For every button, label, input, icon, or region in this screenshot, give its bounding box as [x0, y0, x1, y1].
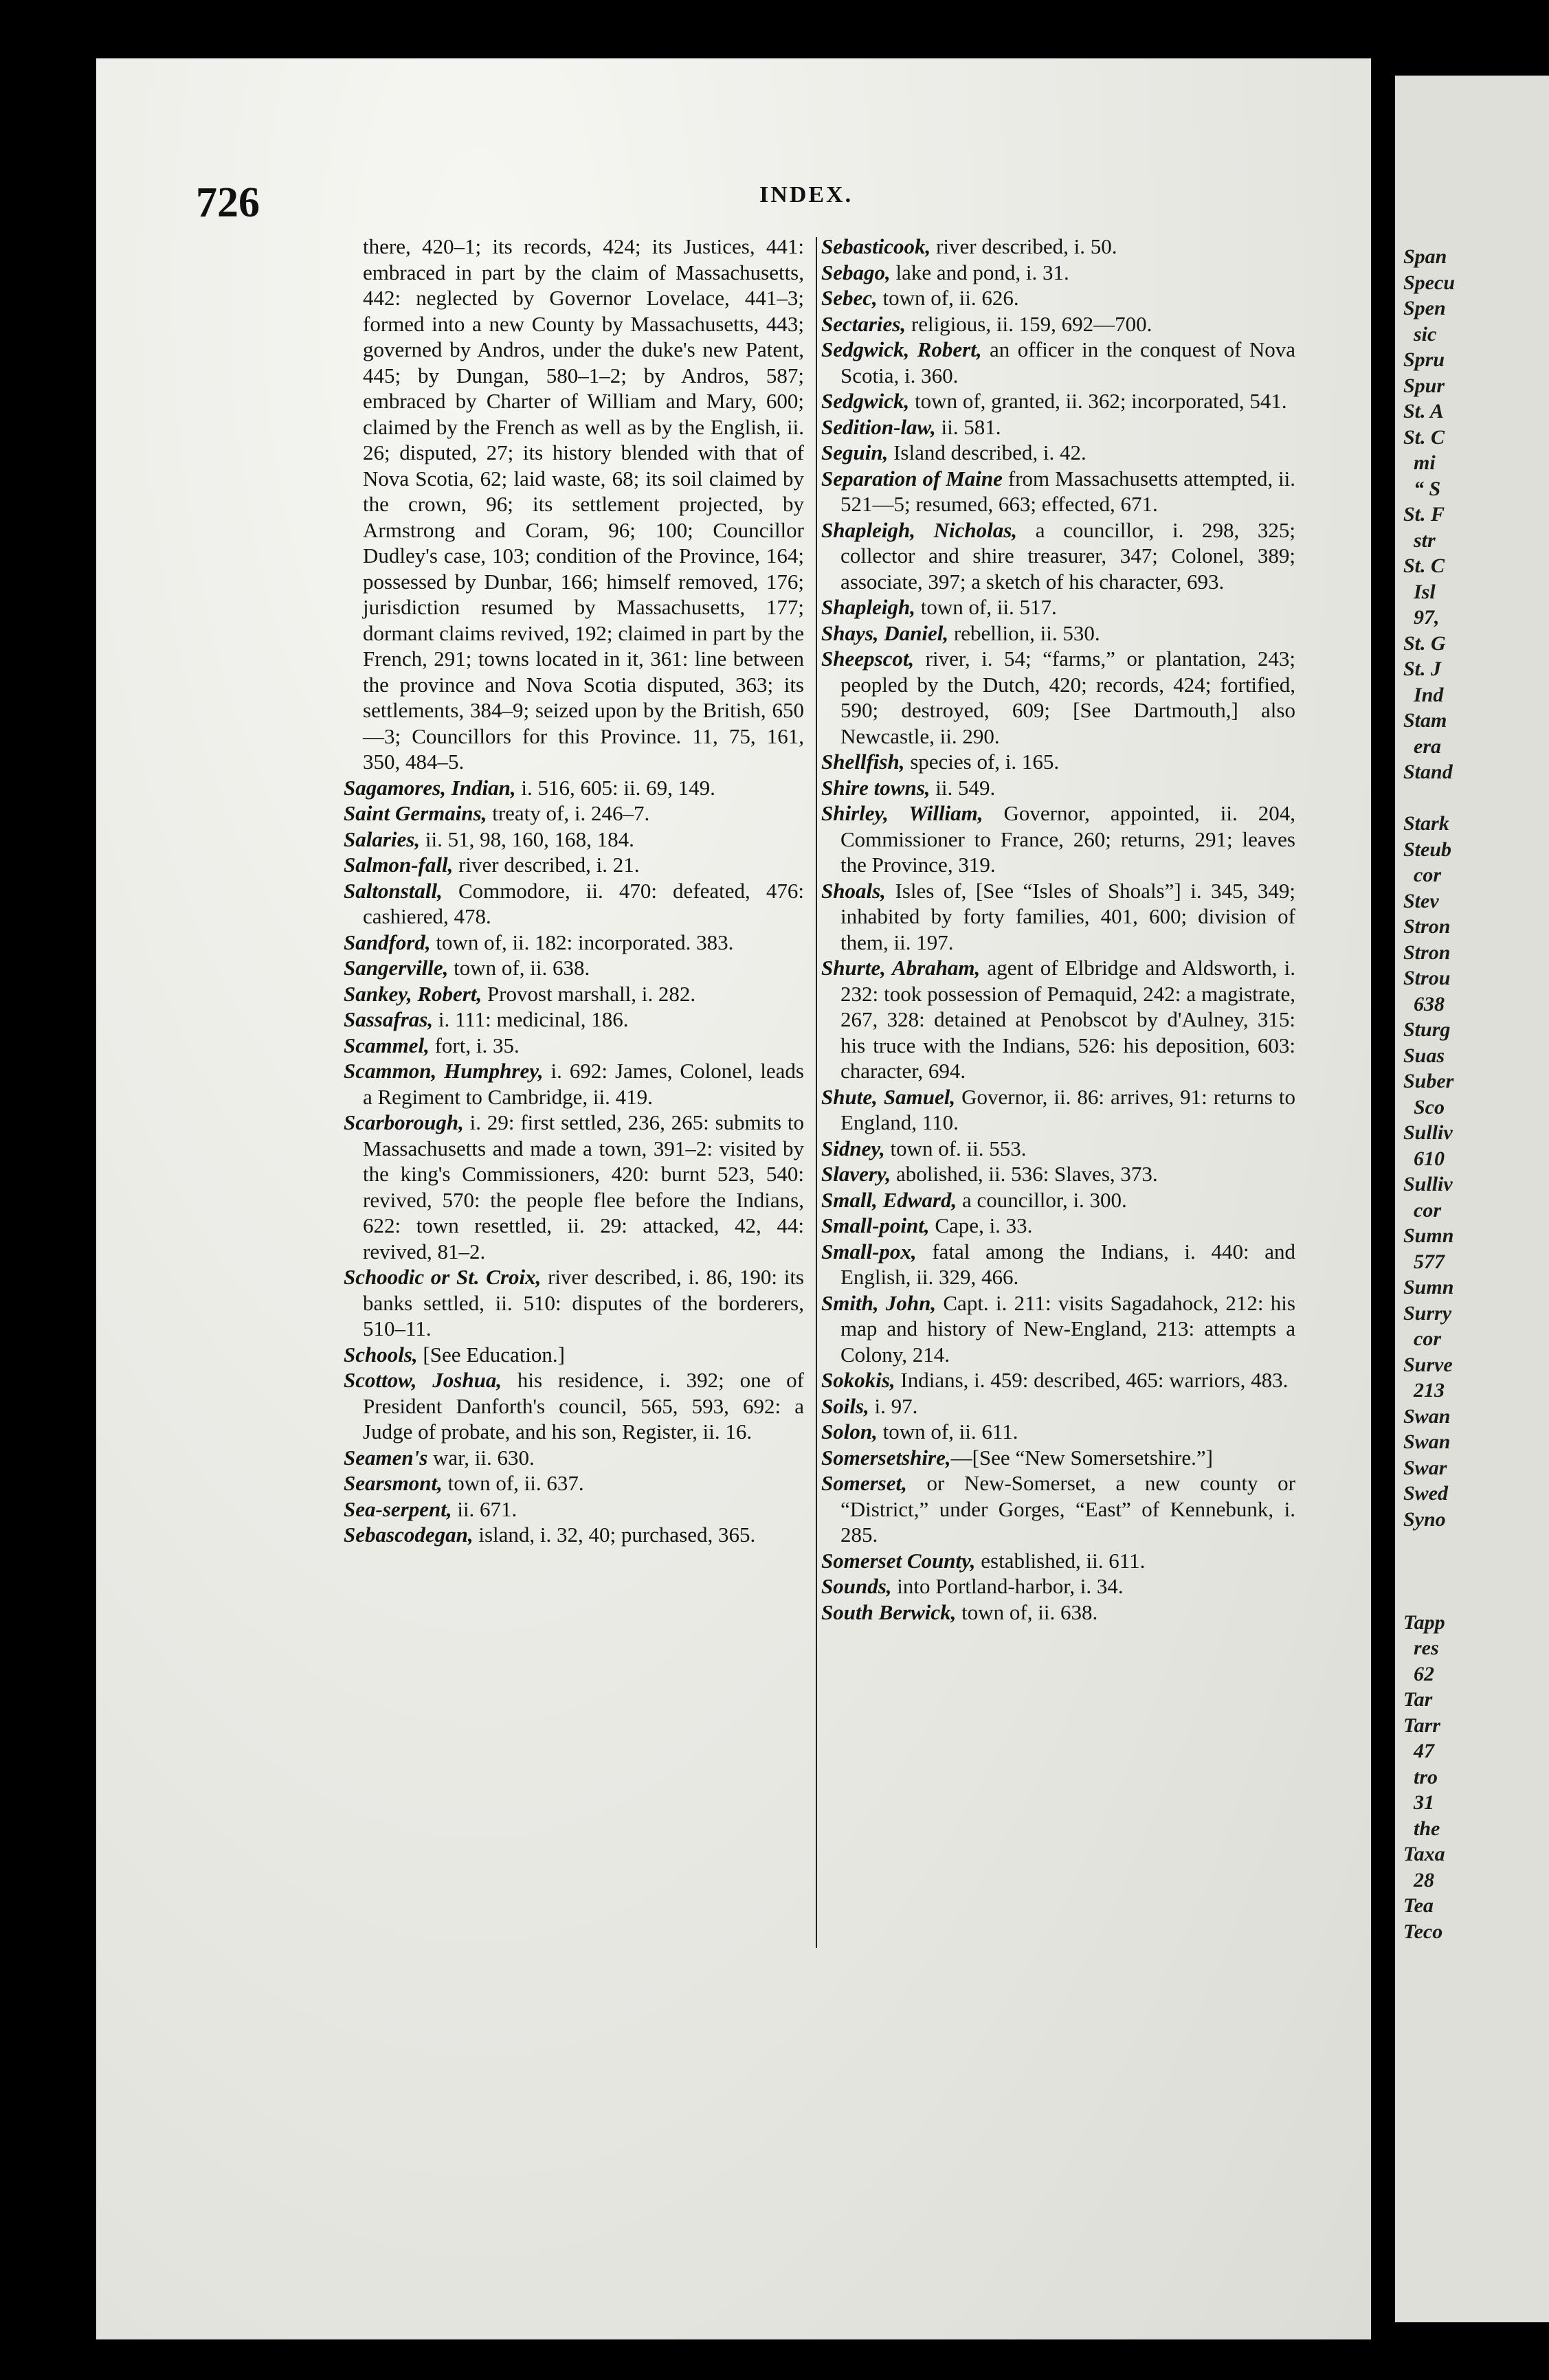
index-entry	[344, 930, 804, 956]
index-entry-heading: Sheepscot,	[821, 647, 915, 671]
index-entry	[821, 517, 1295, 595]
index-entry-text: into Portland-harbor, i. 34.	[891, 1574, 1124, 1598]
index-entry	[821, 414, 1295, 440]
index-entry-text: Isles of, [See “Isles of Shoals”] i. 345, 349; inhabited by forty families, 401, 600; division of them, ii. 197.	[840, 878, 1295, 954]
index-entry	[344, 1496, 804, 1523]
index-entry-text: Indians, i. 459: described, 465: warriors, 483.	[895, 1368, 1289, 1392]
index-entry-text: river, i. 54; “farms,” or plantation, 243; peopled by the Dutch, 420; records, 424; fortified, 590; destroyed, 609; [See Dartmouth,] also Newcastle, ii. 290.	[840, 647, 1295, 748]
index-entry	[344, 1007, 804, 1033]
right-index-column	[821, 234, 1295, 1625]
column-divider	[816, 237, 817, 1948]
index-entry	[344, 1110, 804, 1264]
index-entry	[344, 981, 804, 1007]
adjacent-page-text: Span Specu Spen sic Spru Spur St. A St. C mi “ S St. F str St. C Isl 97, St. G St. J Ind Stam era Stand Stark Steub cor Stev Stron Stron Strou 638 Sturg Suas Suber Sco Sulliv 610 Sulliv cor Sumn 577 Sumn Surry cor Surve 213 Swan Swan Swar Swed Syno Tapp res 62 Tar Tarr 47 tro 31 the Taxa 28 Tea Teco	[1403, 245, 1455, 1943]
index-entry-text: Governor, ii. 86: arrives, 91: returns to England, 110.	[840, 1084, 1295, 1134]
index-entry-text: from Massachusetts attempted, ii. 521—5; resumed, 663; effected, 671.	[840, 466, 1295, 516]
index-entry-text: established, ii. 611.	[975, 1548, 1146, 1573]
index-entry-heading: Shurte, Abraham,	[821, 956, 981, 980]
index-entry-text: rebellion, ii. 530.	[948, 620, 1100, 645]
index-entry	[821, 800, 1295, 878]
index-entry-heading: Small, Edward,	[821, 1187, 957, 1212]
index-entry-text: there, 420–1; its records, 424; its Justices, 441: embraced in part by the claim of Massachusetts, 442: neglected by Governor Lovelace, 441–3; formed into a new County by Massachusetts, 443; governed by Andros, under the duke's new Patent, 445; by Dungan, 580–1–2; by Andros, 587; embraced by Charter of William and Mary, 600; claimed by the French as well as by the English, ii. 26; disputed, 27; its history blended with that of Nova Scotia, 62; laid waste, 68; its soil claimed by the crown, 96; its settlement projected, by Armstrong and Coram, 96; 100; Councillor Dudley's case, 103; condition of the Province, 164; possessed by Dunbar, 166; himself removed, 176; jurisdiction resumed by Massachusetts, 177; dormant claims revived, 192; claimed in part by the French, 291; towns located in it, 361: line between the province and Nova Scotia disputed, 363; its settlements, 384–9; seized upon by the British, 650—3; Councillors for this Province. 11, 75, 161, 350, 484–5.	[363, 234, 804, 774]
index-entry-text: river described, i. 50.	[930, 234, 1117, 258]
index-entry-heading: Schools,	[344, 1342, 418, 1367]
index-entry-heading: Shute, Samuel,	[821, 1084, 956, 1109]
index-entry-heading: Small-point,	[821, 1213, 930, 1237]
index-entry	[821, 620, 1295, 647]
index-entry-text: Capt. i. 211: visits Sagadahock, 212: his map and history of New-England, 213: attempts a Colony, 214.	[840, 1290, 1295, 1367]
index-entry-heading: Sebascodegan,	[344, 1523, 473, 1547]
index-entry-heading: Salaries,	[344, 827, 421, 851]
index-entry-heading: Somerset,	[821, 1471, 907, 1495]
index-entry	[821, 1136, 1295, 1162]
index-entry	[344, 852, 804, 878]
index-entry-text: his residence, i. 392; one of President Danforth's council, 565, 593, 692: a Judge of probate, and his son, Register, ii. 16.	[363, 1368, 804, 1444]
index-entry-heading: Sedgwick,	[821, 389, 910, 413]
index-entry-text: ii. 51, 98, 160, 168, 184.	[420, 827, 634, 851]
index-entry	[344, 1264, 804, 1342]
index-entry-heading: Shirley, William,	[821, 801, 983, 825]
index-entry-text: island, i. 32, 40; purchased, 365.	[473, 1523, 756, 1547]
index-entry	[821, 234, 1295, 260]
index-entry-text: Commodore, ii. 470: defeated, 476: cashiered, 478.	[363, 878, 804, 928]
index-entry-heading: Sandford,	[344, 930, 431, 954]
index-entry-text: town of, ii. 517.	[915, 595, 1057, 619]
index-entry	[821, 749, 1295, 775]
index-entry-heading: Schoodic or St. Croix,	[344, 1265, 542, 1289]
index-entry-heading: Shapleigh, Nicholas,	[821, 517, 1018, 542]
index-entry	[821, 1573, 1295, 1599]
index-entry	[821, 1187, 1295, 1213]
index-entry-text: fort, i. 35.	[429, 1033, 520, 1057]
index-entry	[344, 955, 804, 981]
index-entry-text: town of, ii. 626.	[877, 286, 1019, 310]
index-entry-heading: Searsmont,	[344, 1471, 443, 1495]
index-entry-text: town of, ii. 638.	[448, 956, 590, 980]
index-entry	[821, 1290, 1295, 1368]
index-entry-heading: Sea-serpent,	[344, 1496, 452, 1521]
index-entry-heading: Sedition-law,	[821, 414, 936, 439]
index-entry-heading: Seamen's	[344, 1445, 428, 1470]
index-entry-text: town of, ii. 182: incorporated. 383.	[430, 930, 734, 954]
index-entry-text: —[See “New Somersetshire.”]	[950, 1445, 1213, 1470]
index-entry-heading: Sectaries,	[821, 311, 906, 336]
index-entry-text: town of, ii. 637.	[442, 1471, 584, 1495]
index-entry	[821, 1213, 1295, 1239]
running-head: INDEX.	[759, 182, 854, 207]
index-entry-text: town of, ii. 638.	[956, 1599, 1098, 1624]
index-entry-heading: Scammon, Humphrey,	[344, 1059, 544, 1083]
index-entry	[821, 646, 1295, 749]
index-entry-heading: Shays, Daniel,	[821, 620, 949, 645]
index-entry	[821, 1161, 1295, 1187]
index-entry-heading: Sebasticook,	[821, 234, 931, 258]
index-entry-heading: Sounds,	[821, 1574, 892, 1598]
index-entry-text: i. 97.	[869, 1393, 918, 1418]
index-entry-text: a councillor, i. 298, 325; collector and shire treasurer, 347; Colonel, 389; associate, 397; a sketch of his character, 693.	[840, 517, 1295, 594]
index-entry-heading: Shapleigh,	[821, 595, 915, 619]
index-entry-heading: Sokokis,	[821, 1368, 895, 1392]
index-entry-heading: Separation of Maine	[821, 466, 1003, 491]
index-entry-heading: Sassafras,	[344, 1007, 434, 1031]
index-entry-heading: Sankey, Robert,	[344, 981, 482, 1006]
index-entry	[821, 337, 1295, 388]
page-number: 726	[196, 179, 260, 226]
index-entry-text: river described, i. 21.	[453, 853, 640, 877]
index-entry-text: Island described, i. 42.	[888, 440, 1086, 464]
index-entry-heading: Shire towns,	[821, 775, 930, 800]
index-entry-heading: Sebago,	[821, 260, 891, 284]
index-entry-heading: Sidney,	[821, 1136, 885, 1160]
index-entry-text: i. 516, 605: ii. 69, 149.	[515, 775, 715, 800]
index-entry	[821, 311, 1295, 337]
index-entry-heading: South Berwick,	[821, 1599, 957, 1624]
index-entry	[821, 1393, 1295, 1419]
index-entry-heading: Small-pox,	[821, 1239, 917, 1264]
index-entry	[344, 1058, 804, 1110]
index-entry-text: i. 29: first settled, 236, 265: submits to Massachusetts and made a town, 391–2: visited by the king's Commissioners, 420: burnt 523, 540: revived, 570: the people flee before the Indians, 622: town resettled, ii. 29: attacked, 42, 44: revived, 81–2.	[363, 1110, 804, 1264]
index-entry-heading: Scarborough,	[344, 1110, 464, 1134]
index-entry-heading: Scammel,	[344, 1033, 430, 1057]
index-entry-text: town of, granted, ii. 362; incorporated, 541.	[909, 389, 1287, 413]
index-entry	[344, 775, 804, 801]
index-entry	[821, 775, 1295, 801]
index-entry-heading: Saltonstall,	[344, 878, 443, 903]
index-entry-text: an officer in the conquest of Nova Scotia, i. 360.	[840, 337, 1295, 388]
index-entry-heading: Soils,	[821, 1393, 869, 1418]
page-gutter	[1371, 0, 1395, 2380]
index-entry	[344, 1367, 804, 1445]
index-entry	[344, 234, 804, 775]
index-entry-text: a councillor, i. 300.	[957, 1187, 1127, 1212]
left-index-column	[344, 234, 804, 1548]
index-entry-text: or New-Somerset, a new county or “District,” under Gorges, “East” of Kennebunk, i. 285.	[840, 1471, 1295, 1547]
index-entry-heading: Sedgwick, Robert,	[821, 337, 982, 361]
index-entry-text: town of, ii. 611.	[877, 1419, 1018, 1444]
index-entry-heading: Salmon-fall,	[344, 853, 454, 877]
index-entry-text: agent of Elbridge and Aldsworth, i. 232: took possession of Pemaquid, 242: a magistrate, 267, 328: detained at Penobscot by d'Aulney, 315: his truce with the Indians, 526: his deposition, 603: character, 694.	[840, 956, 1295, 1083]
adjacent-page-edge	[1395, 76, 1549, 2322]
index-entry-text: [See Education.]	[417, 1342, 566, 1367]
index-entry	[344, 1522, 804, 1548]
index-entry	[344, 878, 804, 930]
index-entry-text: i. 692: James, Colonel, leads a Regiment to Cambridge, ii. 419.	[363, 1059, 805, 1109]
index-entry	[821, 1084, 1295, 1136]
index-entry-heading: Solon,	[821, 1419, 878, 1444]
index-entry	[344, 1342, 804, 1368]
index-entry-text: ii. 581.	[935, 414, 1001, 439]
index-entry	[344, 800, 804, 827]
index-entry	[821, 594, 1295, 620]
index-entry-text: ii. 549.	[930, 775, 996, 800]
index-entry-text: town of. ii. 553.	[884, 1136, 1027, 1160]
index-entry-heading: Smith, John,	[821, 1290, 937, 1315]
index-entry-heading: Sangerville,	[344, 956, 449, 980]
index-entry-text: abolished, ii. 536: Slaves, 373.	[891, 1162, 1158, 1186]
index-entry-text: Governor, appointed, ii. 204, Commissioner to France, 260; returns, 291; leaves the Province, 319.	[840, 801, 1295, 877]
index-entry-text: religious, ii. 159, 692—700.	[906, 311, 1152, 336]
index-entry	[821, 260, 1295, 286]
index-entry-heading: Slavery,	[821, 1162, 891, 1186]
index-entry	[821, 440, 1295, 466]
index-entry-text: river described, i. 86, 190: its banks settled, ii. 510: disputes of the borderers, 510–11.	[363, 1265, 804, 1340]
index-entry	[821, 1470, 1295, 1548]
index-entry-heading: Somersetshire,	[821, 1445, 951, 1470]
index-entry-text: lake and pond, i. 31.	[890, 260, 1069, 284]
index-entry-heading: Seguin,	[821, 440, 889, 464]
index-entry	[344, 1445, 804, 1471]
index-entry-text: i. 111: medicinal, 186.	[433, 1007, 629, 1031]
index-entry	[821, 466, 1295, 517]
index-entry	[344, 827, 804, 853]
index-entry-text: Provost marshall, i. 282.	[482, 981, 696, 1006]
index-entry	[821, 1367, 1295, 1393]
index-entry	[821, 955, 1295, 1084]
index-entry-text: ii. 671.	[452, 1496, 517, 1521]
index-entry-heading: Shellfish,	[821, 750, 905, 774]
index-entry	[821, 878, 1295, 956]
index-entry	[821, 1239, 1295, 1290]
index-entry	[821, 388, 1295, 414]
index-entry	[821, 1548, 1295, 1574]
index-entry	[344, 1033, 804, 1059]
index-entry-heading: Somerset County,	[821, 1548, 976, 1573]
index-entry	[344, 1470, 804, 1496]
index-entry	[821, 1445, 1295, 1471]
index-entry-heading: Sagamores, Indian,	[344, 775, 516, 800]
index-entry-heading: Sebec,	[821, 286, 878, 310]
index-entry-text: treaty of, i. 246–7.	[487, 801, 650, 825]
index-entry-heading: Scottow, Joshua,	[344, 1368, 502, 1392]
index-entry-text: war, ii. 630.	[427, 1445, 535, 1470]
index-entry-heading: Shoals,	[821, 878, 886, 903]
index-entry-text: Cape, i. 33.	[929, 1213, 1033, 1237]
index-entry	[821, 285, 1295, 311]
index-entry-heading: Saint Germains,	[344, 801, 487, 825]
index-entry-text: fatal among the Indians, i. 440: and English, ii. 329, 466.	[840, 1239, 1295, 1289]
index-entry	[821, 1599, 1295, 1626]
index-entry	[821, 1419, 1295, 1445]
index-entry-text: species of, i. 165.	[904, 750, 1060, 774]
